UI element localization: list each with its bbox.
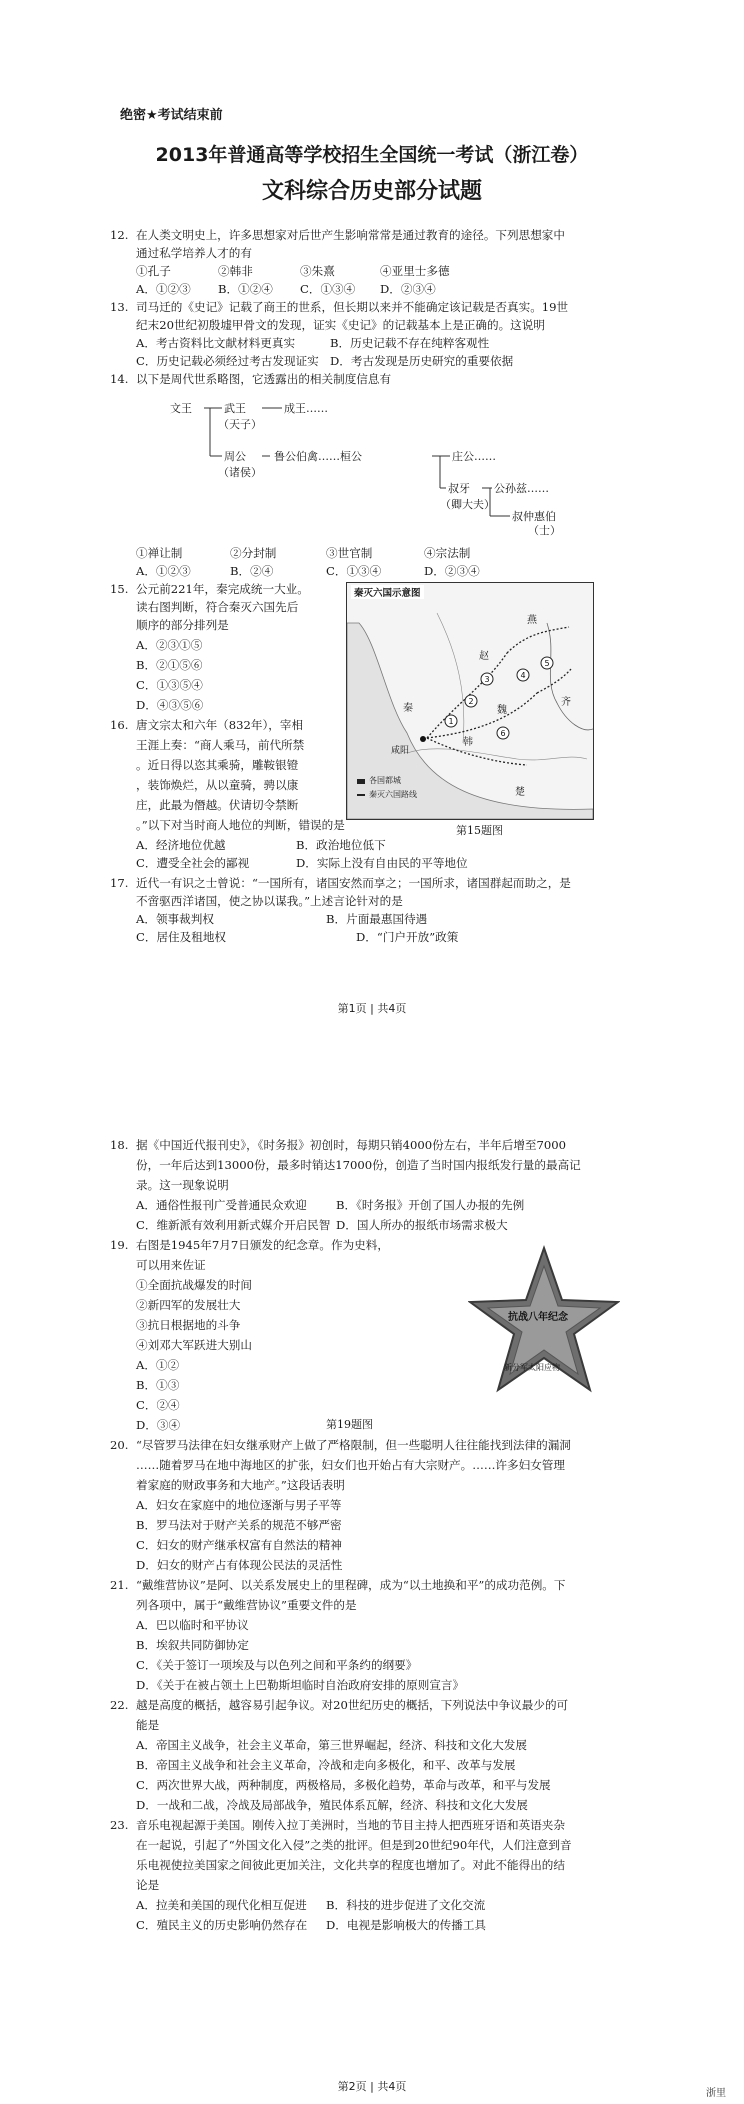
question-text: 右图是1945年7月7日颁发的纪念章。作为史料，	[136, 1238, 389, 1252]
svg-text:1: 1	[448, 717, 454, 726]
item: ③朱熹	[300, 264, 335, 278]
page-footer-2: 第2页 | 共4页	[337, 2080, 407, 2093]
question-text: 公元前221年，秦完成统一大业。	[136, 582, 309, 596]
question-text: 录。这一现象说明	[136, 1178, 229, 1192]
map-label-yan: 燕	[527, 615, 537, 626]
exam-title: 2013年普通高等学校招生全国统一考试（浙江卷）	[155, 144, 589, 166]
question-text: 。近日得以恣其乘骑，雕鞍银镫	[136, 758, 299, 772]
option: A．①②③	[136, 564, 191, 578]
figure-caption-15: 第15题图	[456, 824, 503, 837]
question-text: 着家庭的财政事务和大地产。”这段话表明	[136, 1478, 345, 1492]
option: D．实际上没有自由民的平等地位	[296, 856, 468, 870]
option: B．政治地位低下	[296, 838, 386, 852]
zhou-lineage-diagram	[170, 394, 590, 536]
item: ③世官制	[326, 546, 373, 560]
question-text: 论是	[136, 1878, 160, 1892]
question-text: 列各项中，属于“戴维营协议”重要文件的是	[136, 1598, 357, 1612]
question-number: 22.	[110, 1698, 129, 1712]
svg-text:3: 3	[484, 675, 490, 684]
option: B．②①⑤⑥	[136, 658, 203, 672]
map-label-han: 韩	[463, 737, 473, 748]
medal-inscription-bottom: 新分军太阳应物	[504, 1363, 560, 1372]
option: C．居住及租地权	[136, 930, 227, 944]
node-lugong-huangong: 鲁公伯禽……桓公	[274, 450, 362, 463]
commemorative-medal	[468, 1244, 620, 1394]
question-number: 17.	[110, 876, 129, 890]
option: B．②④	[230, 564, 274, 578]
question-text: 庄，此最为僭越。伏请切令禁断	[136, 798, 299, 812]
question-text: 王涯上奏：“商人乘马，前代所禁	[136, 738, 305, 752]
qin-unification-map	[346, 582, 594, 820]
question-text: ，装饰焕烂，从以童骑，骋以康	[136, 778, 299, 792]
map-label-xianyang: 咸阳	[391, 746, 410, 756]
option: A．考古资料比文献材料更真实	[136, 336, 296, 350]
option: A．拉美和美国的现代化相互促进	[136, 1898, 307, 1912]
legend-capital: 各国都城	[369, 776, 401, 785]
svg-text:6: 6	[500, 729, 506, 738]
node-gongsunzi: 公孙兹……	[494, 482, 549, 495]
question-text: 据《中国近代报刊史》，《时务报》初创时，每期只销4000份左右，半年后增至7000	[136, 1138, 567, 1152]
item: ④亚里士多德	[380, 264, 450, 278]
option: B．片面最惠国待遇	[326, 912, 428, 926]
option: D．②③④	[424, 564, 480, 578]
option: D．国人所办的报纸市场需求极大	[336, 1218, 508, 1232]
option: D．③④	[136, 1418, 181, 1432]
corner-mark: 浙里	[706, 2088, 726, 2099]
option: D．考古发现是历史研究的重要依据	[330, 354, 514, 368]
option: A．帝国主义战争，社会主义革命，第三世界崛起，经济、科技和文化大发展	[136, 1738, 527, 1752]
option: B．帝国主义战争和社会主义革命，冷战和走向多极化，和平、改革与发展	[136, 1758, 516, 1772]
node-chengwang: 成王……	[284, 402, 328, 415]
option: C．历史记载必须经过考古发现证实	[136, 354, 319, 368]
label-qingdafu: （卿大夫）	[440, 498, 495, 511]
node-shuzhonghuibo: 叔仲惠伯	[512, 510, 556, 523]
question-text: “戴维营协议”是阿、以关系发展史上的里程碑，成为“以土地换和平”的成功范例。下	[136, 1578, 566, 1592]
option: C．①③⑤④	[136, 678, 203, 692]
node-shuya: 叔牙	[448, 482, 470, 495]
question-text: 读右图判断，符合秦灭六国先后	[136, 600, 299, 614]
item: ①孔子	[136, 264, 171, 278]
question-text: “尽管罗马法律在妇女继承财产上做了严格限制，但一些聪明人往往能找到法律的漏洞	[136, 1438, 571, 1452]
question-number: 12.	[110, 228, 129, 242]
item: ③抗日根据地的斗争	[136, 1318, 241, 1332]
map-title: 秦灭六国示意图	[351, 585, 424, 599]
item: ④宗法制	[424, 546, 471, 560]
question-text: 以下是周代世系略图，它透露出的相关制度信息有	[136, 372, 392, 386]
option: A．①②	[136, 1358, 180, 1372]
item: ④刘邓大军跃进大别山	[136, 1338, 252, 1352]
question-number: 21.	[110, 1578, 129, 1592]
item: ①全面抗战爆发的时间	[136, 1278, 252, 1292]
item: ①禅让制	[136, 546, 183, 560]
map-label-zhao: 赵	[479, 651, 489, 662]
option: C．殖民主义的历史影响仍然存在	[136, 1918, 308, 1932]
option: D．电视是影响极大的传播工具	[326, 1918, 487, 1932]
exam-subtitle: 文科综合历史部分试题	[261, 179, 482, 204]
item: ②分封制	[230, 546, 277, 560]
option: D．妇女的财产占有体现公民法的灵活性	[136, 1558, 343, 1572]
question-number: 19.	[110, 1238, 129, 1252]
question-text: 。”以下对当时商人地位的判断，错误的是	[136, 818, 345, 832]
question-number: 15.	[110, 582, 129, 596]
option: C．维新派有效利用新式媒介开启民智	[136, 1218, 331, 1232]
option: B．罗马法对于财产关系的规范不够严密	[136, 1518, 342, 1532]
node-zhougong: 周公	[224, 450, 246, 463]
item: ②韩非	[218, 264, 253, 278]
label-shi: （士）	[528, 524, 561, 537]
question-number: 13.	[110, 300, 129, 314]
map-label-qi: 齐	[561, 697, 571, 708]
confidential-mark: 绝密★考试结束前	[120, 108, 223, 123]
label-tianzi: （天子）	[218, 418, 262, 431]
option: D．《关于在被占领土上巴勒斯坦临时自治政府安排的原则宣言》	[136, 1678, 465, 1692]
question-text: 在一起说，引起了“外国文化入侵”之类的批评。但是到20世纪90年代，人们注意到音	[136, 1838, 572, 1852]
node-wuwang: 武王	[224, 402, 246, 415]
figure-caption-19: 第19题图	[326, 1418, 373, 1431]
question-number: 14.	[110, 372, 129, 386]
question-text: 不啻驱西洋诸国，使之协以谋我。”上述言论针对的是	[136, 894, 403, 908]
question-text: 近代一有识之士曾说：“一国所有，诸国安然而享之；一国所求，诸国群起而助之，是	[136, 876, 571, 890]
option: A．巴以临时和平协议	[136, 1618, 249, 1632]
option: A．②③①⑤	[136, 638, 203, 652]
page-footer-1: 第1页 | 共4页	[337, 1002, 407, 1015]
option: C．①③④	[300, 282, 356, 296]
option: A．通俗性报刊广受普通民众欢迎	[136, 1198, 307, 1212]
legend-route: 秦灭六国路线	[369, 790, 417, 799]
node-wenwang: 文王	[170, 402, 192, 415]
map-label-qin: 秦	[403, 703, 413, 714]
question-number: 16.	[110, 718, 129, 732]
question-text: 通过私学培养人才的有	[136, 246, 252, 260]
question-text: 顺序的部分排列是	[136, 618, 229, 632]
question-number: 18.	[110, 1138, 129, 1152]
option: C．妇女的财产继承权富有自然法的精神	[136, 1538, 342, 1552]
question-text: 乐电视使拉美国家之间彼此更加关注，文化共享的程度也增加了。对此不能得出的结	[136, 1858, 565, 1872]
question-number: 23.	[110, 1818, 129, 1832]
option: A．妇女在家庭中的地位逐渐与男子平等	[136, 1498, 342, 1512]
option: B．《时务报》开创了国人办报的先例	[336, 1198, 525, 1212]
question-text: 在人类文明史上，许多思想家对后世产生影响常常是通过教育的途径。下列思想家中	[136, 228, 565, 242]
question-text: 纪末20世纪初殷墟甲骨文的发现，证实《史记》的记载基本上是正确的。这说明	[136, 318, 545, 332]
question-text: 份，一年后达到13000份，最多时销达17000份，创造了当时国内报纸发行量的最高记	[136, 1158, 581, 1172]
question-text: 司马迁的《史记》记载了商王的世系，但长期以来并不能确定该记载是否真实。19世	[136, 300, 569, 314]
option: B．科技的进步促进了文化交流	[326, 1898, 486, 1912]
svg-text:5: 5	[544, 659, 550, 668]
option: B．①②④	[218, 282, 273, 296]
question-text: 唐文宗太和六年（832年），宰相	[136, 718, 304, 732]
option: B．①③	[136, 1378, 180, 1392]
option: A．①②③	[136, 282, 191, 296]
question-text: 越是高度的概括，越容易引起争议。对20世纪历史的概括，下列说法中争议最少的可	[136, 1698, 569, 1712]
node-zhuanggong: 庄公……	[452, 450, 496, 463]
medal-inscription: 抗战八年纪念	[508, 1312, 568, 1323]
option: C．遭受全社会的鄙视	[136, 856, 250, 870]
question-text: 能是	[136, 1718, 160, 1732]
option: D．“门户开放”政策	[356, 930, 459, 944]
option: C．《关于签订一项埃及与以色列之间和平条约的纲要》	[136, 1658, 418, 1672]
option: A．领事裁判权	[136, 912, 214, 926]
option: D．④③⑤⑥	[136, 698, 204, 712]
option: B．埃叙共同防御协定	[136, 1638, 249, 1652]
option: C．②④	[136, 1398, 180, 1412]
item: ②新四军的发展壮大	[136, 1298, 241, 1312]
map-label-chu: 楚	[515, 787, 525, 798]
option: B．历史记载不存在纯粹客观性	[330, 336, 490, 350]
svg-text:2: 2	[468, 697, 474, 706]
question-text: 音乐电视起源于美国。刚传入拉丁美洲时，当地的节目主持人把西班牙语和英语夹杂	[136, 1818, 565, 1832]
svg-text:4: 4	[520, 671, 526, 680]
option: A．经济地位优越	[136, 838, 226, 852]
option: D．一战和二战，冷战及局部战争，殖民体系瓦解，经济、科技和文化大发展	[136, 1798, 528, 1812]
map-label-wei: 魏	[497, 705, 507, 716]
option: C．①③④	[326, 564, 382, 578]
question-text: 可以用来佐证	[136, 1258, 206, 1272]
option: C．两次世界大战，两种制度，两极格局，多极化趋势，革命与改革，和平与发展	[136, 1778, 551, 1792]
question-text: ……随着罗马在地中海地区的扩张，妇女们也开始占有大宗财产。……许多妇女管理	[136, 1458, 565, 1472]
question-number: 20.	[110, 1438, 129, 1452]
label-zhuhou: （诸侯）	[218, 466, 262, 479]
option: D．②③④	[380, 282, 436, 296]
